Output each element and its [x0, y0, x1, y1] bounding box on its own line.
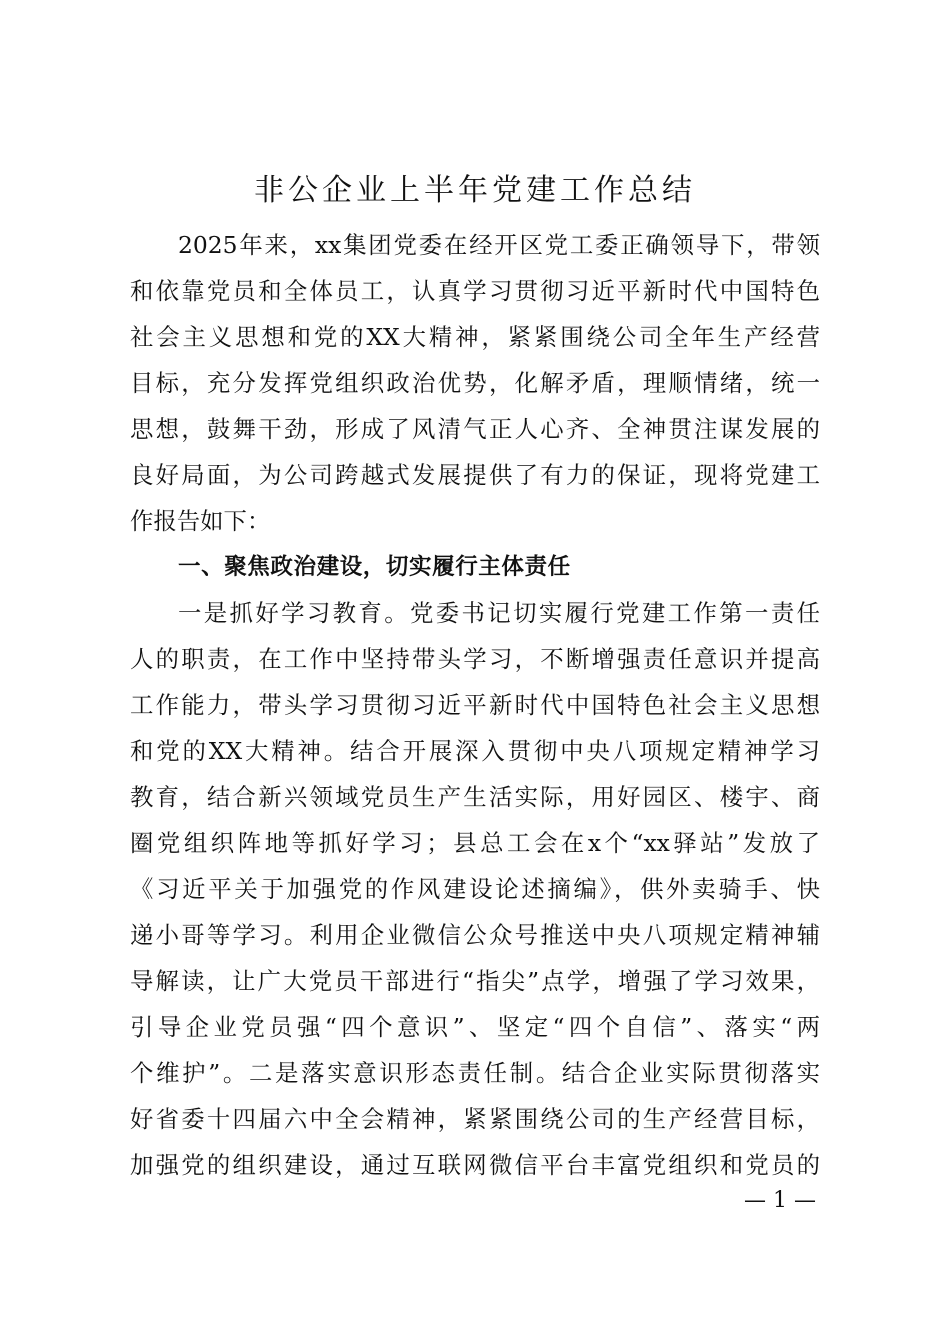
body-line-13: 加强党的组织建设，通过互联网微信平台丰富党组织和党员的	[130, 1151, 820, 1179]
body-line-7: 《习近平关于加强党的作风建设论述摘编》，供外卖骑手、快	[130, 875, 820, 903]
body-line-10: 引导企业党员强“四个意识”、坚定“四个自信”、落实“两	[130, 1013, 820, 1041]
intro-line-6: 良好局面，为公司跨越式发展提供了有力的保证，现将党建工	[130, 461, 820, 489]
body-line-5: 教育，结合新兴领域党员生产生活实际，用好园区、楼宇、商	[130, 783, 820, 811]
intro-line-4: 目标，充分发挥党组织政治优势，化解矛盾，理顺情绪，统一	[130, 369, 820, 397]
body-line-9: 导解读，让广大党员干部进行“指尖”点学，增强了学习效果，	[130, 967, 820, 995]
body-line-6: 圈党组织阵地等抓好学习；县总工会在x个“xx驿站”发放了	[130, 829, 820, 857]
intro-line-2: 和依靠党员和全体员工，认真学习贯彻习近平新时代中国特色	[130, 277, 820, 305]
body-line-2: 人的职责，在工作中坚持带头学习，不断增强责任意识并提高	[130, 645, 820, 673]
intro-line-3: 社会主义思想和党的XX大精神，紧紧围绕公司全年生产经营	[130, 323, 820, 351]
section-heading: 一、聚焦政治建设，切实履行主体责任	[178, 554, 571, 580]
body-line-4: 和党的XX大精神。结合开展深入贯彻中央八项规定精神学习	[130, 737, 820, 765]
body-line-3: 工作能力，带头学习贯彻习近平新时代中国特色社会主义思想	[130, 691, 820, 719]
document-title: 非公企业上半年党建工作总结	[254, 173, 696, 208]
intro-line-1: 2025年来，xx集团党委在经开区党工委正确领导下，带领	[178, 231, 820, 259]
intro-line-7: 作报告如下：	[130, 507, 271, 535]
page-number: — 1 —	[744, 1188, 816, 1213]
body-line-8: 递小哥等学习。利用企业微信公众号推送中央八项规定精神辅	[130, 921, 820, 949]
body-line-12: 好省委十四届六中全会精神，紧紧围绕公司的生产经营目标，	[130, 1105, 820, 1133]
body-line-1: 一是抓好学习教育。党委书记切实履行党建工作第一责任	[178, 599, 820, 627]
intro-line-5: 思想，鼓舞干劲，形成了风清气正人心齐、全神贯注谋发展的	[130, 415, 820, 443]
body-line-11: 个维护”。二是落实意识形态责任制。结合企业实际贯彻落实	[130, 1059, 820, 1087]
